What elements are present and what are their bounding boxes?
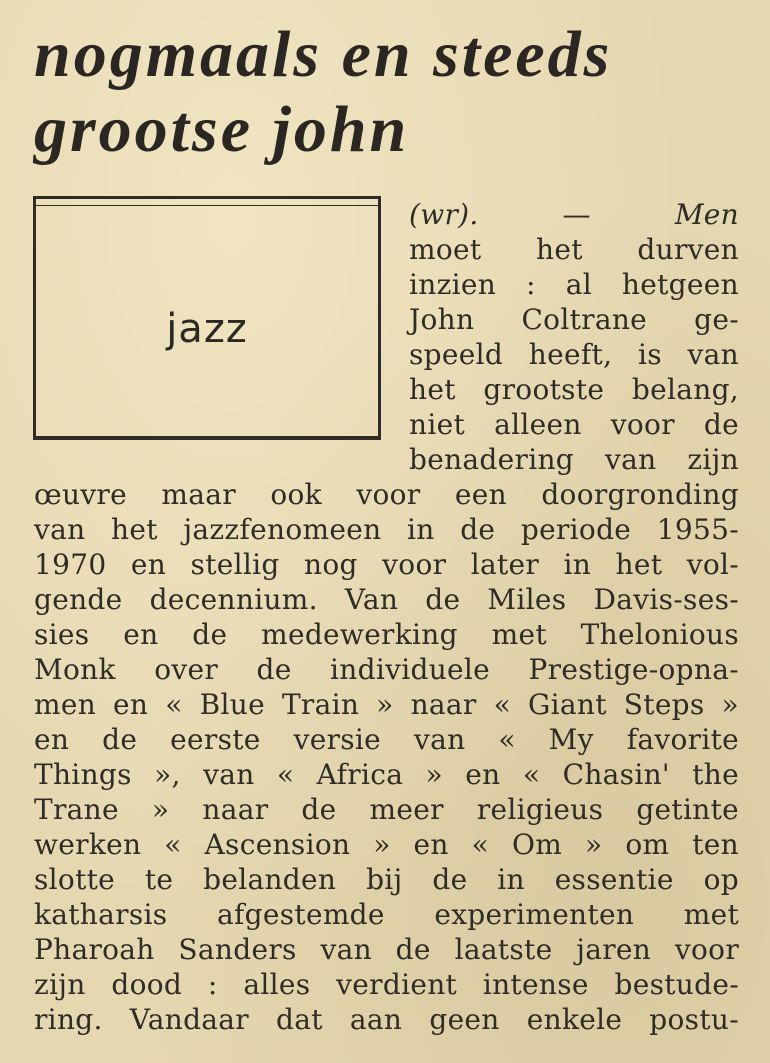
text-line: van het jazzfenomeen in de periode 1955- xyxy=(34,513,739,546)
text-line: Things », van « Africa » en « Chasin' the xyxy=(34,758,739,791)
text-line: 1970 en stellig nog voor later in het vol- xyxy=(34,548,739,581)
text-line: John Coltrane ge- xyxy=(409,303,739,336)
text-line: men en « Blue Train » naar « Giant Steps » xyxy=(34,688,739,721)
headline-line-2: grootse john xyxy=(34,93,410,166)
text-line: zijn dood : alles verdient intense bestude- xyxy=(34,968,739,1001)
text-line: moet het durven xyxy=(409,233,739,266)
text-line: benadering van zijn xyxy=(409,443,739,476)
text-line: sies en de medewerking met Thelonious xyxy=(34,618,739,651)
text-line: ring. Vandaar dat aan geen enkele postu- xyxy=(34,1003,739,1036)
text-line: werken « Ascension » en « Om » om ten xyxy=(34,828,739,861)
text-line: Trane » naar de meer religieus getinte xyxy=(34,793,739,826)
text-line: en de eerste versie van « My favorite xyxy=(34,723,739,756)
text-line: het grootste belang, xyxy=(409,373,739,406)
text-line: inzien : al hetgeen xyxy=(409,268,739,301)
box-top-rule xyxy=(36,205,378,206)
text-line: œuvre maar ook voor een doorgronding xyxy=(34,478,739,511)
text-line: katharsis afgestemde experimenten met xyxy=(34,898,739,931)
text-line: slotte te belanden bij de in essentie op xyxy=(34,863,739,896)
text-line: Pharoah Sanders van de laatste jaren voor xyxy=(34,933,739,966)
headline-line-1: nogmaals en steeds xyxy=(34,18,613,91)
text-line: niet alleen voor de xyxy=(409,408,739,441)
text-line: gende decennium. Van de Miles Davis-ses- xyxy=(34,583,739,616)
text-line: speeld heeft, is van xyxy=(409,338,739,371)
text-line: Monk over de individuele Prestige-opna- xyxy=(34,653,739,686)
column-label: jazz xyxy=(166,306,248,352)
text-line: (wr). — Men xyxy=(409,198,739,231)
jazz-column-box xyxy=(33,196,381,440)
